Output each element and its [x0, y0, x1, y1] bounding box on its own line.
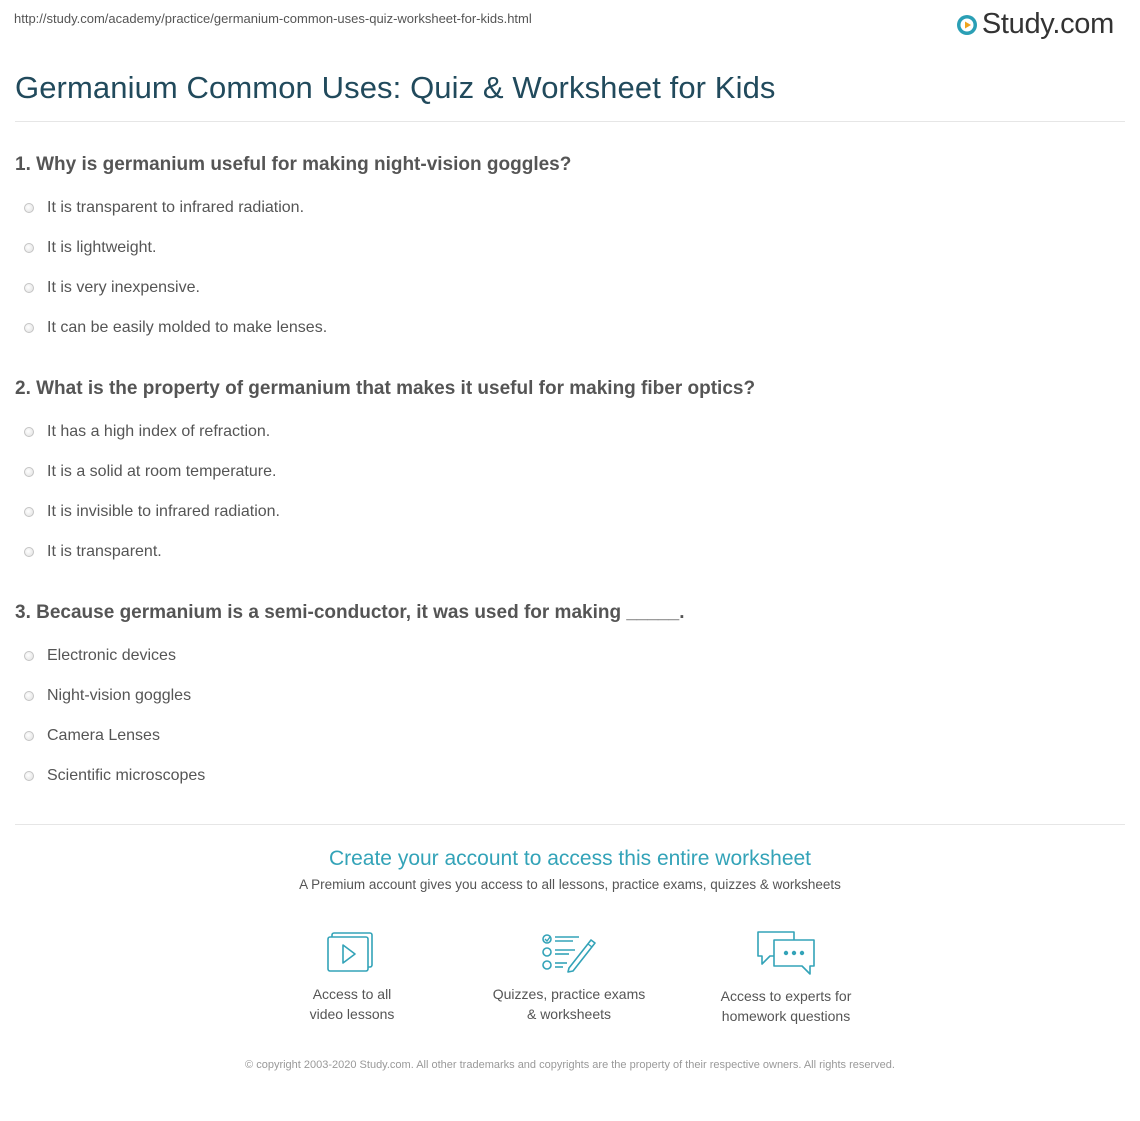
radio-button[interactable]: [24, 243, 34, 253]
answer-option[interactable]: [15, 188, 1125, 228]
chat-bubbles-icon: [754, 928, 818, 978]
study-logo[interactable]: [956, 8, 1114, 41]
radio-button[interactable]: [24, 731, 34, 741]
answer-label: It is transparent to infrared radiation.: [47, 199, 305, 216]
answer-option[interactable]: [15, 756, 1125, 796]
answer-list: [15, 188, 1125, 348]
answer-option[interactable]: [15, 452, 1125, 492]
answer-label: It can be easily molded to make lenses.: [47, 319, 328, 336]
answer-option[interactable]: [15, 636, 1125, 676]
question-text: 1. Why is germanium useful for making night-vision goggles?: [15, 154, 572, 175]
answer-label: It is a solid at room temperature.: [47, 463, 277, 480]
cta-subtext: A Premium account gives you access to all lessons, practice exams, quizzes & worksheets: [299, 877, 841, 892]
answer-label: It is very inexpensive.: [47, 279, 200, 296]
feature-label: Access to all video lessons: [309, 986, 395, 1022]
feature-label: Access to experts for homework questions: [720, 988, 852, 1024]
copyright-footer: © copyright 2003-2020 Study.com. All other trademarks and copyrights are the property of their respective owners. All rights reserved.: [245, 1059, 895, 1071]
cta-heading-link[interactable]: Create your account to access this entire worksheet: [328, 847, 812, 870]
radio-button[interactable]: [24, 547, 34, 557]
page-url: http://study.com/academy/practice/germanium-common-uses-quiz-worksheet-for-kids.html: [14, 11, 532, 26]
radio-button[interactable]: [24, 203, 34, 213]
quiz-checklist-icon: [539, 928, 599, 976]
answer-option[interactable]: [15, 492, 1125, 532]
page-title: Germanium Common Uses: Quiz & Worksheet for Kids: [15, 70, 776, 105]
question-2: [15, 378, 1125, 572]
answer-label: Camera Lenses: [47, 727, 160, 744]
radio-button[interactable]: [24, 507, 34, 517]
answer-option[interactable]: [15, 308, 1125, 348]
cta-divider: [15, 824, 1125, 825]
video-lessons-icon: [324, 928, 380, 976]
play-logo-icon: [956, 14, 978, 36]
radio-button[interactable]: [24, 427, 34, 437]
answer-label: Night-vision goggles: [47, 687, 192, 704]
radio-button[interactable]: [24, 323, 34, 333]
question-1: [15, 154, 1125, 348]
answer-label: It has a high index of refraction.: [47, 423, 271, 440]
question-text: 2. What is the property of germanium that makes it useful for making fiber optics?: [15, 378, 756, 399]
feature-label: Quizzes, practice exams & worksheets: [492, 986, 646, 1022]
answer-option[interactable]: [15, 716, 1125, 756]
feature-video-lessons: [252, 928, 452, 1024]
question-text: 3. Because germanium is a semi-conductor, it was used for making _____.: [15, 602, 685, 623]
answer-list: [15, 412, 1125, 572]
answer-label: Scientific microscopes: [47, 767, 206, 784]
radio-button[interactable]: [24, 467, 34, 477]
feature-quizzes: [469, 928, 669, 1024]
title-divider: [15, 121, 1125, 122]
logo-wordmark: Study.com: [981, 8, 1114, 40]
radio-button[interactable]: [24, 283, 34, 293]
answer-option[interactable]: [15, 268, 1125, 308]
signup-cta: [0, 847, 1140, 892]
answer-option[interactable]: [15, 676, 1125, 716]
answer-label: It is invisible to infrared radiation.: [47, 503, 280, 520]
radio-button[interactable]: [24, 651, 34, 661]
answer-option[interactable]: [15, 532, 1125, 572]
feature-experts: [686, 928, 886, 1026]
answer-label: It is lightweight.: [47, 239, 157, 256]
question-3: [15, 602, 1125, 796]
answer-option[interactable]: [15, 228, 1125, 268]
radio-button[interactable]: [24, 771, 34, 781]
radio-button[interactable]: [24, 691, 34, 701]
answer-label: It is transparent.: [47, 543, 162, 560]
answer-list: [15, 636, 1125, 796]
answer-option[interactable]: [15, 412, 1125, 452]
answer-label: Electronic devices: [47, 647, 176, 664]
